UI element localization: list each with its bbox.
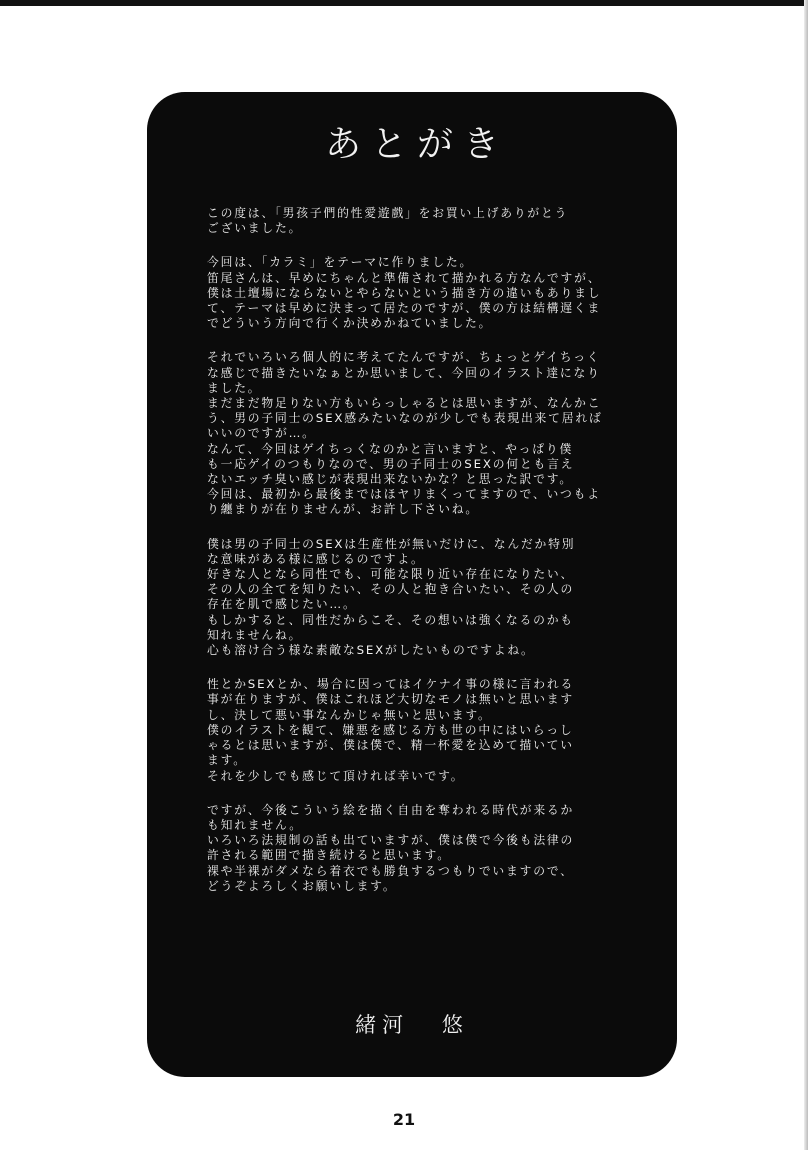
afterword-panel [147, 92, 677, 1077]
text-line: ないエッチ臭い感じが表現出来ないかな？と思った訳です。 [207, 472, 573, 487]
text-line: て、テーマは早めに決まって居たのですが、僕の方は結構遅くま [207, 301, 602, 316]
right-scan-edge [804, 0, 808, 1150]
text-line: それを少しでも感じて頂ければ幸いです。 [207, 768, 465, 783]
text-line: 存在を肌で感じたい…。 [207, 597, 357, 612]
paragraph [207, 537, 627, 659]
text-line: も知れません。 [207, 817, 303, 832]
text-line: 知れませんね。 [207, 627, 303, 642]
page-title: あとがき [324, 124, 509, 165]
text-line: この度は、「男孩子們的性愛遊戲」をお買い上げありがとう [207, 206, 569, 220]
page-number: 21 [392, 1110, 416, 1129]
text-line: も一応ゲイのつもりなので、男の子同士のSEXの何とも言え [207, 456, 575, 471]
text-line: 今回は、「カラミ」をテーマに作りました。 [207, 255, 474, 270]
text-line: 性とかSEXとか、場合に因ってはイケナイ事の様に言われる [207, 677, 575, 692]
author-signature: 緒河 悠 [355, 1013, 469, 1037]
paragraph [207, 206, 627, 236]
afterword-body [207, 206, 627, 894]
text-line: ですが、今後こういう絵を描く自由を奪われる時代が来るか [207, 802, 575, 817]
text-line: 好きな人となら同性でも、可能な限り近い存在になりたい、 [207, 567, 575, 582]
paragraph [207, 803, 627, 894]
text-line: な意味がある様に感じるのですよ。 [207, 551, 425, 566]
paragraph [207, 350, 627, 517]
text-line: その人の全てを知りたい、その人と抱き合いたい、その人の [207, 582, 575, 597]
text-line: いいのですが…。 [207, 426, 316, 441]
paragraph [207, 255, 627, 331]
text-line: 僕のイラストを観て、嫌悪を感じる方も世の中にはいらっし [207, 722, 574, 737]
text-line: し、決して悪い事なんかじゃ無いと思います。 [207, 707, 492, 722]
text-line: ゃるとは思いますが、僕は僕で、精一杯愛を込めて描いてい [207, 738, 574, 753]
text-line: な感じで描きたいなぁとか思いまして、今回のイラスト達になり [207, 365, 601, 380]
text-line: でどういう方向で行くか決めかねていました。 [207, 316, 493, 331]
text-line: もしかすると、同性だからこそ、その想いは強くなるのかも [207, 612, 574, 627]
text-line: 僕は男の子同士のSEXは生産性が無いだけに、なんだか特別 [207, 536, 576, 551]
top-scan-edge [0, 0, 808, 6]
text-line: まだまだ物足りない方もいらっしゃるとは思いますが、なんかこ [207, 396, 602, 411]
text-line: それでいろいろ個人的に考えてたんですが、ちょっとゲイちっく [207, 350, 601, 365]
text-line: ました。 [207, 380, 262, 395]
text-line: 許される範囲で描き続けると思います。 [207, 848, 451, 863]
text-line: 僕は土壇場にならないとやらないという描き方の違いもありまし [207, 285, 602, 300]
text-line: 事が在りますが、僕はこれほど大切なモノは無いと思います [207, 692, 574, 707]
text-line: 裸や半裸がダメなら着衣でも勝負するつもりでいますので、 [207, 863, 574, 878]
text-line: 今回は、最初から最後まではほヤリまくってますので、いつもよ [207, 487, 601, 502]
text-line: なんて、今回はゲイちっくなのかと言いますと、やっぱり僕 [207, 441, 574, 456]
text-line: ございました。 [207, 221, 303, 236]
text-line: どうぞよろしくお願いします。 [207, 878, 397, 893]
text-line: 心も溶け合う様な素敵なSEXがしたいものですよね。 [207, 643, 535, 658]
text-line: り纏まりが在りませんが、お許し下さいね。 [207, 502, 479, 517]
text-line: いろいろ法規制の話も出ていますが、僕は僕で今後も法律の [207, 833, 575, 848]
text-line: う、男の子同士のSEX感みたいなのが少しでも表現出来て居れば [207, 411, 603, 426]
paragraph [207, 677, 627, 783]
text-line: 笛尾さんは、早めにちゃんと準備されて描かれる方なんですが、 [207, 270, 602, 285]
text-line: ます。 [207, 753, 247, 768]
